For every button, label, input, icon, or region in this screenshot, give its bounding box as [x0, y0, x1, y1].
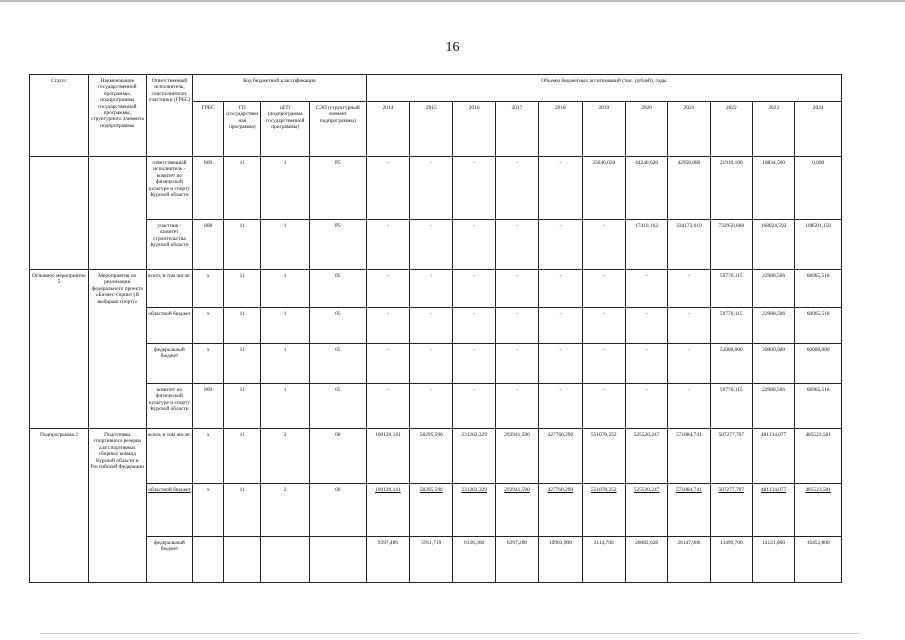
- cell-value: -: [366, 308, 409, 344]
- cell-value: 10834,500: [752, 157, 794, 220]
- cell-executor: ответственный исполнитель - комитет по физической культуре и спорту Курской области: [146, 157, 192, 220]
- cell-sep: 00: [309, 429, 366, 484]
- cell-value: -: [539, 308, 582, 344]
- cell-pgp: 1: [261, 308, 310, 344]
- cell-executor: участник - комитет строительства Курской области: [146, 220, 192, 270]
- cell-value: -: [453, 344, 495, 384]
- cell-gp: 11: [224, 308, 261, 344]
- header-name: Наименование государственной программы, подпрограммы государственной программы, структурного элемента подпрограммы: [88, 75, 146, 157]
- cell-value: -: [410, 344, 453, 384]
- header-year: 2020: [625, 102, 667, 157]
- cell-executor: комитет по физической культуре и спорту Курской области: [146, 384, 192, 429]
- table-row: [30, 157, 842, 220]
- header-year: 2019: [582, 102, 625, 157]
- cell-gp: 11: [224, 220, 261, 270]
- cell-value: -: [495, 220, 538, 270]
- cell-value: -: [539, 220, 582, 270]
- cell-value: 58295,596: [410, 429, 453, 484]
- cell-value: -: [495, 157, 538, 220]
- table-row: [30, 344, 842, 384]
- cell-value: -: [625, 344, 667, 384]
- table-row: [30, 429, 842, 484]
- scan-edge-bottom: [40, 633, 860, 634]
- cell-value: 10903,900: [539, 537, 582, 583]
- cell-value: -: [453, 384, 495, 429]
- cell-grbs: 809: [193, 384, 224, 429]
- cell-value: 525520,247: [625, 429, 667, 484]
- cell-pgp: 1: [261, 344, 310, 384]
- cell-value: 231262,329: [453, 484, 495, 537]
- cell-gp: 11: [224, 384, 261, 429]
- table-row: [30, 484, 842, 537]
- cell-value: -: [495, 344, 538, 384]
- cell-pgp: 1: [261, 270, 310, 308]
- header-year: 2015: [410, 102, 453, 157]
- cell-value: -: [453, 270, 495, 308]
- cell-value: 59770,115: [710, 384, 752, 429]
- cell-value: -: [668, 308, 710, 344]
- page-number: 16: [445, 40, 460, 55]
- table-row: [30, 537, 842, 583]
- cell-value: -: [366, 270, 409, 308]
- cell-value: -: [582, 344, 625, 384]
- cell-value: 571884,741: [668, 484, 710, 537]
- cell-value: 16452,800: [795, 537, 842, 583]
- cell-executor: федеральный бюджет: [146, 344, 192, 384]
- cell-value: 13499,700: [710, 537, 752, 583]
- cell-value: -: [625, 384, 667, 429]
- cell-grbs: 808: [193, 220, 224, 270]
- header-volumes: Объемы бюджетных ассигнований (тыс. рублей), годы: [366, 75, 841, 102]
- cell-value: -: [366, 157, 409, 220]
- cell-value: 68965,518: [795, 308, 842, 344]
- cell-value: -: [410, 308, 453, 344]
- cell-value: 231262,329: [453, 429, 495, 484]
- header-sep: СЭП (структурный элемент подпрограммы): [309, 102, 366, 157]
- cell-value: 21910,100: [710, 157, 752, 220]
- cell-value: -: [539, 270, 582, 308]
- cell-gp: 11: [224, 429, 261, 484]
- header-year: 2023: [752, 102, 794, 157]
- cell-value: -: [668, 270, 710, 308]
- cell-value: -: [410, 270, 453, 308]
- cell-value: -: [453, 308, 495, 344]
- cell-value: 42958,880: [668, 157, 710, 220]
- cell-value: -: [366, 220, 409, 270]
- header-gp: ГП (государственная программа): [224, 102, 261, 157]
- cell-value: -: [410, 157, 453, 220]
- cell-value: 26147,900: [668, 537, 710, 583]
- cell-value: 9597,486: [366, 537, 409, 583]
- cell-executor: областной бюджет: [146, 308, 192, 344]
- cell-value: 168024,592: [752, 220, 794, 270]
- cell-value: -: [582, 384, 625, 429]
- cell-gp: 11: [224, 484, 261, 537]
- cell-value: 525520,247: [625, 484, 667, 537]
- cell-status: [30, 157, 89, 270]
- cell-status: Основное мероприятие 5: [30, 270, 89, 429]
- cell-value: -: [366, 384, 409, 429]
- cell-value: 100120,141: [366, 484, 409, 537]
- cell-sep: 05: [309, 384, 366, 429]
- cell-value: 52000,000: [710, 344, 752, 384]
- cell-value: 14121,800: [752, 537, 794, 583]
- cell-value: -: [410, 384, 453, 429]
- cell-value: 292941,590: [495, 484, 538, 537]
- budget-table: [29, 74, 842, 583]
- cell-value: 551078,252: [582, 484, 625, 537]
- cell-value: 58295,596: [410, 484, 453, 537]
- cell-pgp: 2: [261, 484, 310, 537]
- cell-value: 485523,581: [795, 429, 842, 484]
- cell-value: -: [539, 344, 582, 384]
- cell-executor: федеральный бюджет: [146, 537, 192, 583]
- cell-value: 292941,590: [495, 429, 538, 484]
- cell-name: Подготовка спортивного резерва для спортивных сборных команд Курской области и Российской Федерации: [88, 429, 146, 583]
- cell-value: 59770,115: [710, 270, 752, 308]
- cell-status: Подпрограмма 2: [30, 429, 89, 583]
- cell-sep: 00: [309, 484, 366, 537]
- cell-grbs: [193, 537, 224, 583]
- cell-value: 571884,741: [668, 429, 710, 484]
- table-row: [30, 270, 842, 308]
- header-year: 2014: [366, 102, 409, 157]
- cell-value: 68965,518: [795, 384, 842, 429]
- cell-value: 17410,162: [625, 220, 667, 270]
- cell-value: 551078,252: [582, 429, 625, 484]
- cell-name: [88, 157, 146, 270]
- cell-pgp: [261, 537, 310, 583]
- cell-value: -: [495, 384, 538, 429]
- header-code-group: Код бюджетной классификации: [193, 75, 367, 102]
- cell-gp: 11: [224, 157, 261, 220]
- cell-grbs: х: [193, 429, 224, 484]
- cell-value: 100120,141: [366, 429, 409, 484]
- cell-value: -: [668, 344, 710, 384]
- cell-value: 20000,000: [752, 344, 794, 384]
- cell-value: 22988,506: [752, 384, 794, 429]
- cell-grbs: х: [193, 308, 224, 344]
- cell-value: 427760,290: [539, 484, 582, 537]
- cell-value: -: [582, 220, 625, 270]
- header-year: 2021: [668, 102, 710, 157]
- cell-value: 334173,619: [668, 220, 710, 270]
- cell-gp: 11: [224, 270, 261, 308]
- cell-sep: [309, 537, 366, 583]
- cell-grbs: 809: [193, 157, 224, 220]
- cell-value: 22988,506: [752, 270, 794, 308]
- cell-grbs: х: [193, 270, 224, 308]
- cell-value: -: [582, 308, 625, 344]
- header-year: 2024: [795, 102, 842, 157]
- cell-value: -: [539, 384, 582, 429]
- cell-value: -: [495, 270, 538, 308]
- cell-value: 481134,077: [752, 484, 794, 537]
- cell-value: -: [410, 220, 453, 270]
- header-row-1: [30, 75, 842, 102]
- cell-sep: 05: [309, 270, 366, 308]
- header-year: 2016: [453, 102, 495, 157]
- cell-value: 3114,700: [582, 537, 625, 583]
- cell-value: -: [668, 384, 710, 429]
- cell-pgp: 1: [261, 220, 310, 270]
- cell-value: 5911,719: [410, 537, 453, 583]
- cell-value: 59770,115: [710, 308, 752, 344]
- cell-executor: всего, в том числе:: [146, 429, 192, 484]
- cell-sep: 05: [309, 308, 366, 344]
- cell-gp: [224, 537, 261, 583]
- cell-executor: областной бюджет: [146, 484, 192, 537]
- cell-grbs: х: [193, 484, 224, 537]
- cell-sep: P5: [309, 220, 366, 270]
- cell-value: -: [453, 220, 495, 270]
- cell-pgp: 1: [261, 384, 310, 429]
- cell-value: 6297,200: [495, 537, 538, 583]
- header-year: 2017: [495, 102, 538, 157]
- cell-value: 507277,797: [710, 484, 752, 537]
- cell-gp: 11: [224, 344, 261, 384]
- cell-executor: всего, в том числе:: [146, 270, 192, 308]
- cell-value: 427760,290: [539, 429, 582, 484]
- table-row: [30, 384, 842, 429]
- cell-value: 6136,300: [453, 537, 495, 583]
- header-executor: Ответственный исполнитель, соисполнители, участники (ГРБС): [146, 75, 192, 157]
- cell-value: 22988,506: [752, 308, 794, 344]
- cell-value: 507277,797: [710, 429, 752, 484]
- cell-value: 732950,668: [710, 220, 752, 270]
- header-pgp: пГП (подпрограмма государственной программы): [261, 102, 310, 157]
- cell-value: 108501,150: [795, 220, 842, 270]
- cell-value: 35646,020: [582, 157, 625, 220]
- cell-value: -: [539, 157, 582, 220]
- header-status: Статус: [30, 75, 89, 157]
- cell-value: 68965,518: [795, 270, 842, 308]
- cell-value: -: [453, 157, 495, 220]
- cell-value: 481134,077: [752, 429, 794, 484]
- cell-value: -: [582, 270, 625, 308]
- cell-value: 28082,628: [625, 537, 667, 583]
- cell-value: -: [625, 308, 667, 344]
- cell-value: 0,000: [795, 157, 842, 220]
- table-row: [30, 220, 842, 270]
- cell-sep: 05: [309, 344, 366, 384]
- cell-pgp: 2: [261, 429, 310, 484]
- cell-pgp: 1: [261, 157, 310, 220]
- cell-value: -: [625, 270, 667, 308]
- header-year: 2018: [539, 102, 582, 157]
- cell-name: Мероприятия по реализации федерального проекта «Бизнес-спринт (Я выбираю спорт)»: [88, 270, 146, 429]
- header-year: 2022: [710, 102, 752, 157]
- header-grbs: ГРБС: [193, 102, 224, 157]
- cell-grbs: х: [193, 344, 224, 384]
- cell-value: 485523,581: [795, 484, 842, 537]
- cell-value: -: [366, 344, 409, 384]
- cell-sep: P5: [309, 157, 366, 220]
- table-row: [30, 308, 842, 344]
- scan-edge-top: [0, 0, 905, 2]
- cell-value: 60000,000: [795, 344, 842, 384]
- cell-value: -: [495, 308, 538, 344]
- cell-value: 44240,620: [625, 157, 667, 220]
